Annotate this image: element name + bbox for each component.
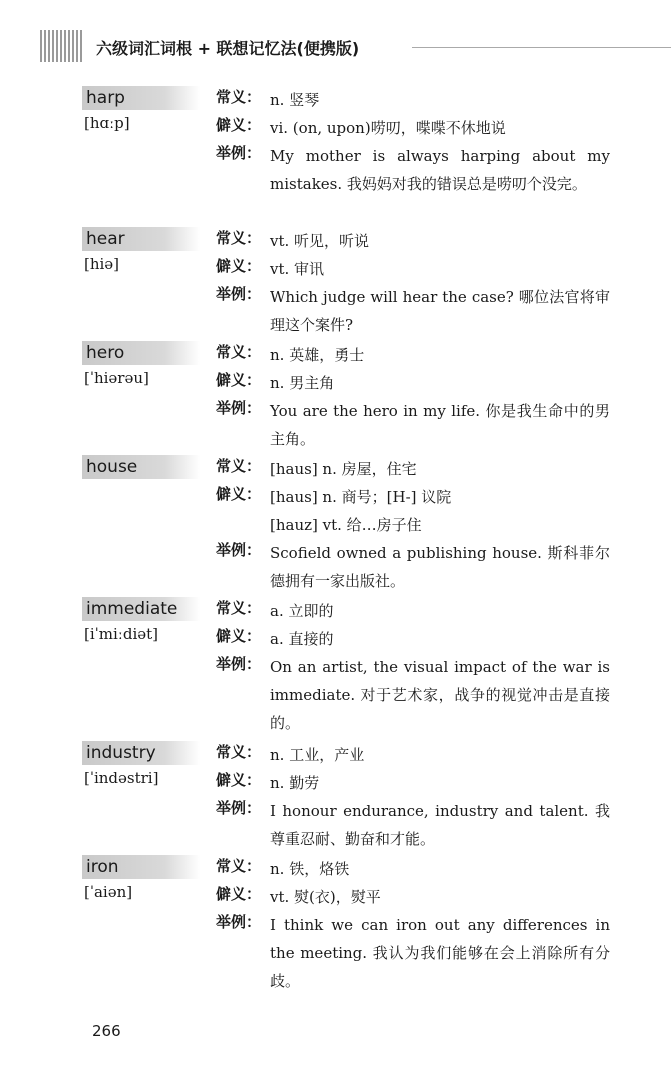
phonetic: [ˈaiən] [84,883,133,901]
common-label: 常义： [216,343,262,361]
headword: harp [82,86,200,110]
header-title: 六级词汇词根 + 联想记忆法(便携版) [96,39,360,58]
rare-label: 僻义： [216,485,262,503]
rare-meaning: n. 勤劳 [270,774,320,792]
rare-label: 僻义： [216,771,262,789]
rare-label: 僻义： [216,885,262,903]
example-sentence: Scofield owned a publishing house. 斯科菲尔德拥有一家出版社。 [270,544,610,590]
rare-meaning: n. 男主角 [270,374,335,392]
rare-meaning: [haus] n. 商号；[H-] 议院 [270,488,452,506]
example-label: 举例： [216,144,262,162]
phonetic: [ˈindəstri] [84,769,159,787]
example-label: 举例： [216,655,262,673]
rare-meaning: a. 直接的 [270,630,334,648]
running-header [40,30,671,70]
rare-label: 僻义： [216,371,262,389]
common-meaning: vt. 听见，听说 [270,232,370,250]
page-number: 266 [92,1022,121,1040]
example-label: 举例： [216,541,262,559]
common-label: 常义： [216,88,262,106]
example-sentence: You are the hero in my life. 你是我生命中的男主角。 [270,402,610,448]
example-label: 举例： [216,399,262,417]
common-label: 常义： [216,743,262,761]
header-decoration-bars [40,30,84,62]
phonetic: [iˈmiːdiət] [84,625,159,643]
example-sentence: On an artist, the visual impact of the war is immediate. 对于艺术家，战争的视觉冲击是直接的。 [270,658,610,732]
headword: iron [82,855,200,879]
example-sentence: Which judge will hear the case? 哪位法官将审理这个案件? [270,288,610,334]
header-rule [412,47,671,48]
phonetic: [hiə] [84,255,120,273]
common-meaning: n. 英雄，勇士 [270,346,365,364]
example-label: 举例： [216,285,262,303]
common-label: 常义： [216,457,262,475]
headword: house [82,455,200,479]
common-label: 常义： [216,857,262,875]
rare-label: 僻义： [216,257,262,275]
example-sentence: My mother is always harping about my mistakes. 我妈妈对我的错误总是唠叨个没完。 [270,147,610,193]
example-sentence: I think we can iron out any differences in the meeting. 我认为我们能够在会上消除所有分歧。 [270,916,610,990]
common-meaning: a. 立即的 [270,602,334,620]
rare-meaning: [hauz] vt. 给…房子住 [270,516,422,534]
phonetic: [ˈhiərəu] [84,369,149,387]
rare-meaning: vi. (on, upon)唠叨，喋喋不休地说 [270,119,506,137]
headword: immediate [82,597,200,621]
common-meaning: n. 铁，烙铁 [270,860,350,878]
headword: hero [82,341,200,365]
rare-meaning: vt. 审讯 [270,260,325,278]
common-label: 常义： [216,599,262,617]
rare-label: 僻义： [216,116,262,134]
common-meaning: n. 竖琴 [270,91,320,109]
example-sentence: I honour endurance, industry and talent. 我尊重忍耐、勤奋和才能。 [270,802,610,848]
headword: industry [82,741,200,765]
example-label: 举例： [216,799,262,817]
common-meaning: n. 工业，产业 [270,746,365,764]
rare-meaning: vt. 熨(衣)，熨平 [270,888,381,906]
example-label: 举例： [216,913,262,931]
headword: hear [82,227,200,251]
common-meaning: [haus] n. 房屋，住宅 [270,460,417,478]
phonetic: [hɑːp] [84,114,130,132]
common-label: 常义： [216,229,262,247]
rare-label: 僻义： [216,627,262,645]
